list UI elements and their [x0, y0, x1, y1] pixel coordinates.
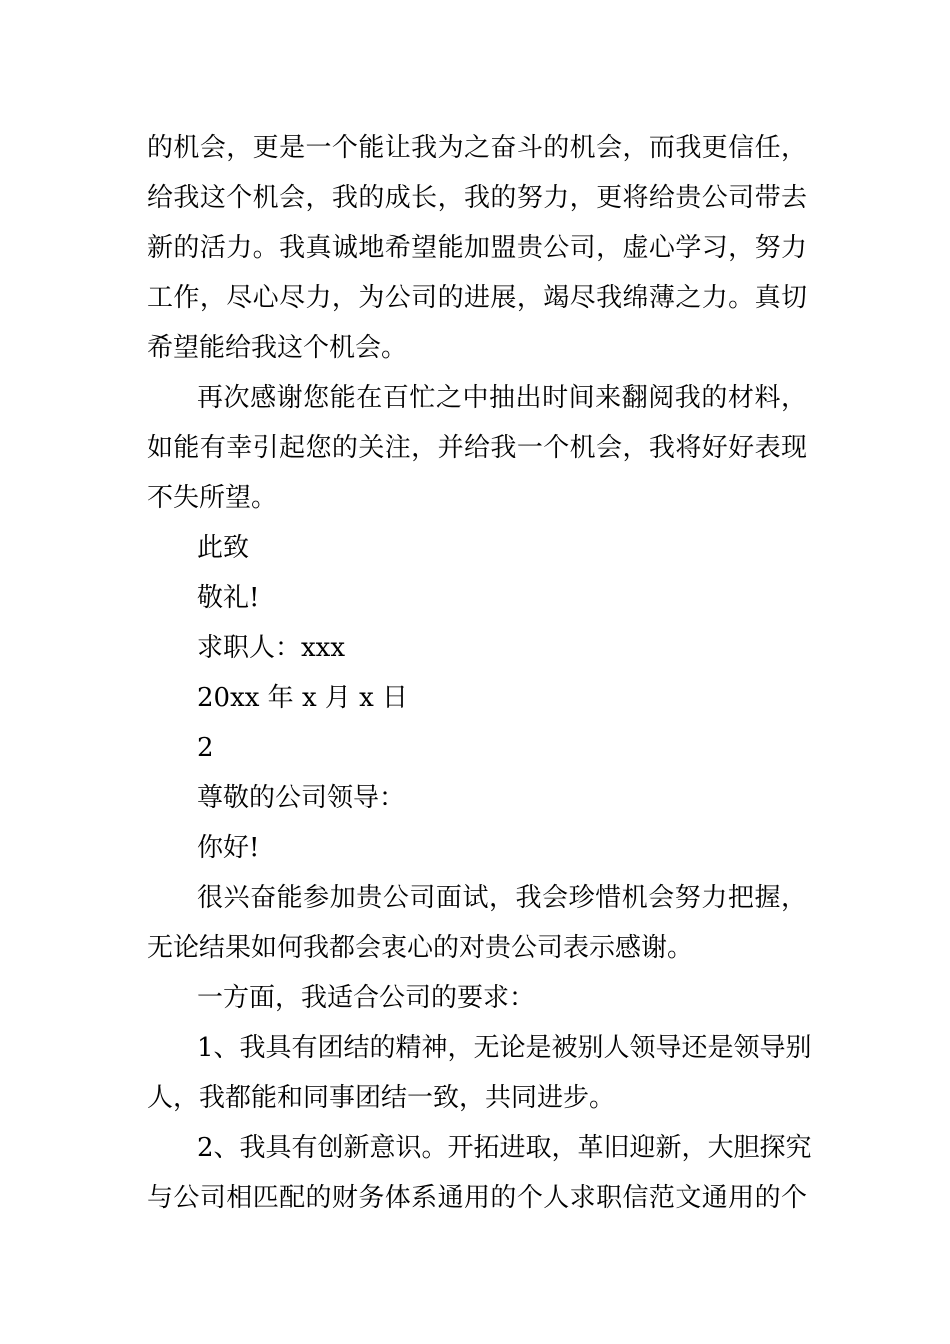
list-item-line: 人，我都能和同事团结一致，共同进步。: [147, 1083, 616, 1113]
letter-date: 20xx 年 x 月 x 日: [197, 683, 409, 713]
paragraph-line: 无论结果如何我都会衷心的对贵公司表示感谢。: [147, 933, 694, 963]
paragraph-line: 希望能给我这个机会。: [147, 333, 408, 363]
paragraph-line: 给我这个机会，我的成长，我的努力，更将给贵公司带去: [147, 183, 807, 213]
list-item-line: 1、我具有团结的精神，无论是被别人领导还是领导别: [197, 1033, 812, 1063]
applicant-name: 求职人：xxx: [197, 633, 345, 663]
paragraph-line: 很兴奋能参加贵公司面试，我会珍惜机会努力把握，: [197, 883, 807, 913]
letter-greeting: 尊敬的公司领导：: [197, 783, 406, 813]
paragraph-line: 再次感谢您能在百忙之中抽出时间来翻阅我的材料，: [197, 383, 807, 413]
paragraph-line: 如能有幸引起您的关注，并给我一个机会，我将好好表现: [147, 433, 807, 463]
list-item-line: 2、我具有创新意识。开拓进取，革旧迎新，大胆探究: [197, 1133, 812, 1163]
list-item-line: 与公司相匹配的财务体系通用的个人求职信范文通用的个: [147, 1183, 807, 1213]
section-number: 2: [197, 733, 214, 763]
paragraph-line: 的机会，更是一个能让我为之奋斗的机会，而我更信任，: [147, 133, 807, 163]
paragraph-line: 新的活力。我真诚地希望能加盟贵公司，虚心学习，努力: [147, 233, 807, 263]
paragraph-line: 工作，尽心尽力，为公司的进展，竭尽我绵薄之力。真切: [147, 283, 807, 313]
closing-phrase: 此致: [197, 533, 250, 563]
closing-salutation: 敬礼!: [197, 583, 260, 613]
paragraph-line: 一方面，我适合公司的要求：: [197, 983, 536, 1013]
letter-greeting-hello: 你好!: [197, 833, 260, 863]
paragraph-line: 不失所望。: [147, 483, 278, 513]
